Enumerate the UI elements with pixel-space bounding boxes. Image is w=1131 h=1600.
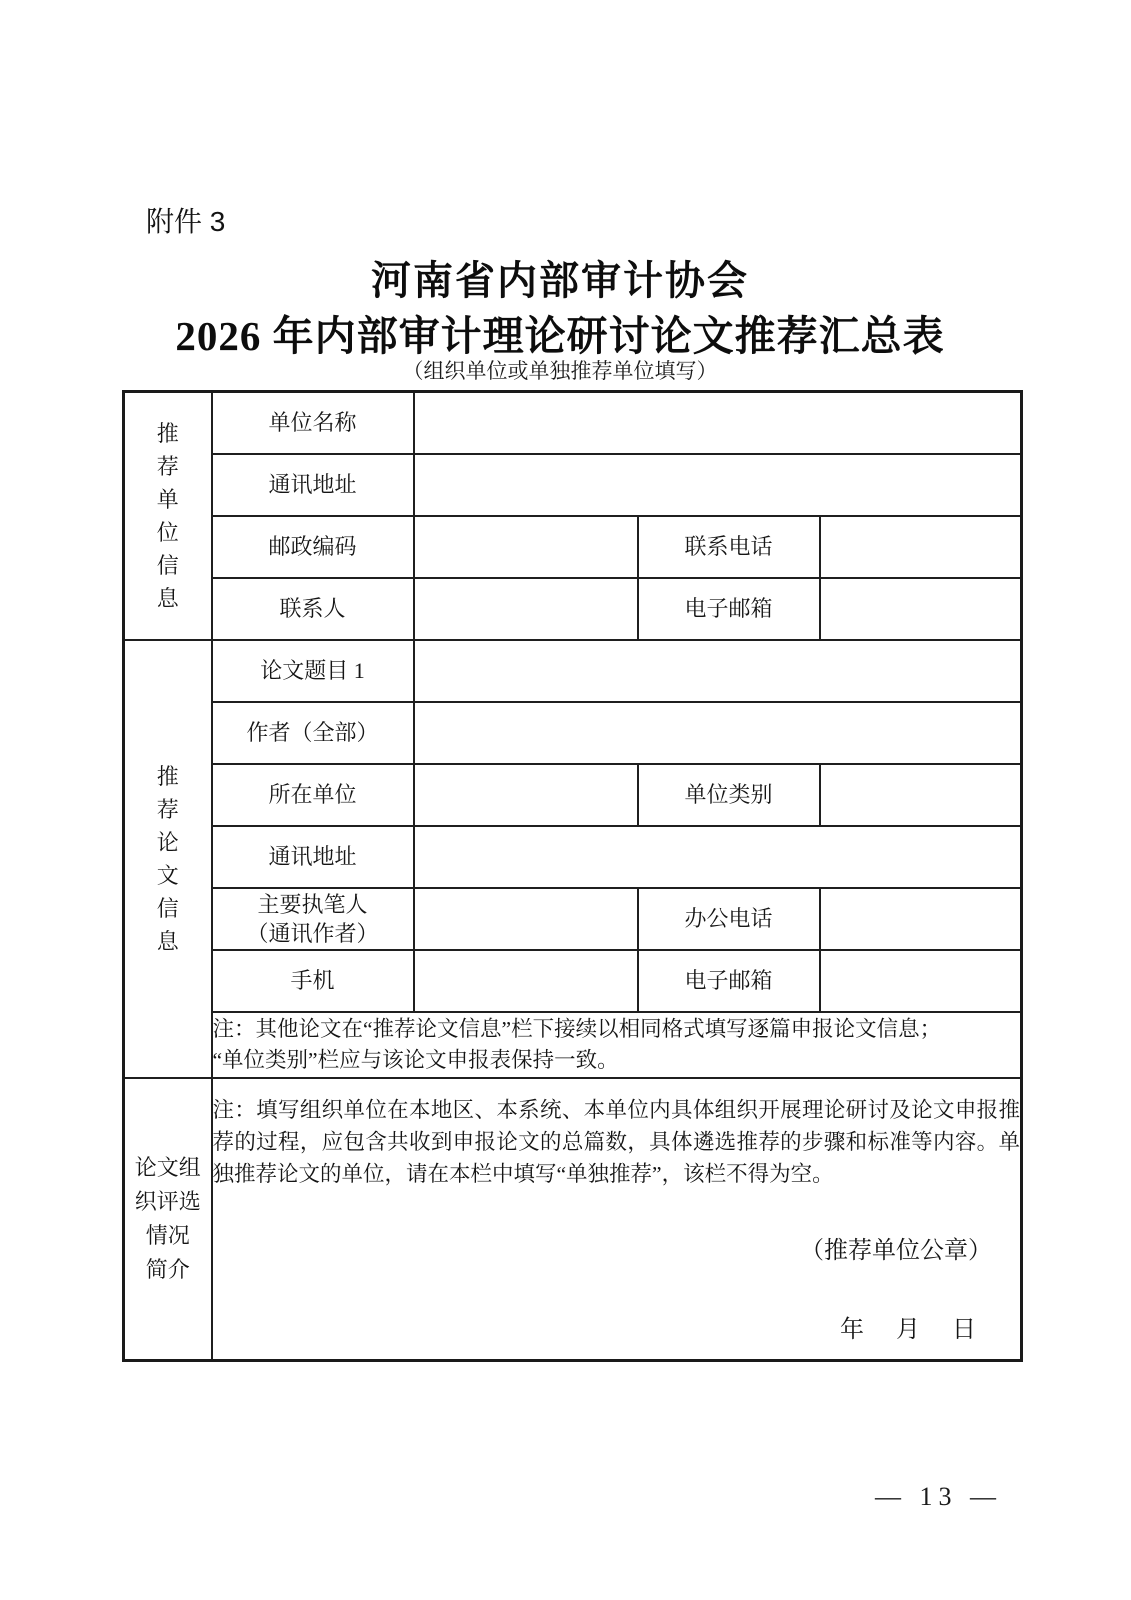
mobile-label: 手机 — [212, 950, 414, 1012]
section-org-title-line1: 论文组 — [134, 1154, 201, 1180]
table-row — [124, 702, 1022, 764]
table-row — [124, 578, 1022, 640]
unit-address-label: 通讯地址 — [212, 454, 414, 516]
main-writer-label-line1: 主要执笔人 — [257, 891, 368, 917]
section-org-title-line4: 简介 — [145, 1256, 190, 1282]
section-unit-header — [124, 392, 212, 640]
attachment-label: 附件 3 — [146, 206, 226, 237]
table-row — [124, 888, 1022, 950]
unit-category-field — [820, 764, 1022, 826]
page-subtitle: （组织单位或单独推荐单位填写） — [402, 359, 718, 383]
table-row — [124, 516, 1022, 578]
section-org-title-line3: 情况 — [145, 1222, 190, 1248]
main-writer-label — [212, 888, 414, 950]
unit-email-field — [820, 578, 1022, 640]
office-phone-label: 办公电话 — [638, 888, 820, 950]
section-org-title-line2: 织评选 — [134, 1188, 201, 1214]
postal-code-field — [414, 516, 638, 578]
paper-note-line2: “单位类别”栏应与该论文申报表保持一致。 — [212, 1047, 619, 1072]
contact-phone-field — [820, 516, 1022, 578]
main-writer-field — [414, 888, 638, 950]
paper-address-label: 通讯地址 — [212, 826, 414, 888]
table-row — [124, 392, 1022, 454]
table-row — [124, 764, 1022, 826]
table-row — [124, 1012, 1022, 1078]
paper-title-field — [414, 640, 1022, 702]
postal-code-label: 邮政编码 — [212, 516, 414, 578]
paper-email-label: 电子邮箱 — [638, 950, 820, 1012]
unit-email-label: 电子邮箱 — [638, 578, 820, 640]
office-phone-field — [820, 888, 1022, 950]
table-row — [124, 826, 1022, 888]
stamp-hint: （推荐单位公章） — [800, 1237, 993, 1264]
author-unit-label: 所在单位 — [212, 764, 414, 826]
table-row — [124, 950, 1022, 1012]
page-title-line2: 2026 年内部审计理论研讨论文推荐汇总表 — [175, 313, 945, 359]
paper-note-line1: 注：其他论文在“推荐论文信息”栏下接续以相同格式填写逐篇申报论文信息； — [212, 1016, 942, 1041]
unit-category-label: 单位类别 — [638, 764, 820, 826]
paper-section-note — [212, 1012, 1022, 1078]
authors-label: 作者（全部） — [212, 702, 414, 764]
paper-email-field — [820, 950, 1022, 1012]
unit-name-label: 单位名称 — [212, 392, 414, 454]
contact-person-label: 联系人 — [212, 578, 414, 640]
authors-field — [414, 702, 1022, 764]
contact-phone-label: 联系电话 — [638, 516, 820, 578]
paper-address-field — [414, 826, 1022, 888]
section-org-header — [124, 1078, 212, 1361]
form-table — [122, 390, 1023, 1362]
contact-person-field — [414, 578, 638, 640]
main-writer-label-line2: （通讯作者） — [246, 920, 379, 946]
paper-title-label: 论文题目 1 — [212, 640, 414, 702]
author-unit-field — [414, 764, 638, 826]
unit-name-field — [414, 392, 1022, 454]
table-row — [124, 454, 1022, 516]
org-summary-cell — [212, 1078, 1022, 1361]
mobile-field — [414, 950, 638, 1012]
unit-address-field — [414, 454, 1022, 516]
section-unit-title: 推荐单位信息 — [156, 420, 179, 611]
page-title-line1: 河南省内部审计协会 — [371, 258, 749, 303]
table-row — [124, 1078, 1022, 1361]
section-paper-title: 推荐论文信息 — [156, 763, 179, 954]
date-line: 年 月 日 — [840, 1316, 981, 1343]
section-paper-header — [124, 640, 212, 1078]
page-number: — 13 — — [875, 1482, 1002, 1511]
org-note: 注：填写组织单位在本地区、本系统、本单位内具体组织开展理论研讨及论文申报推荐的过程，应包含共收到申报论文的总篇数，具体遴选推荐的步骤和标准等内容。单独推荐论文的单位，请在本栏中填写“单独推荐”，该栏不得为空。 — [212, 1097, 1021, 1186]
table-row — [124, 640, 1022, 702]
